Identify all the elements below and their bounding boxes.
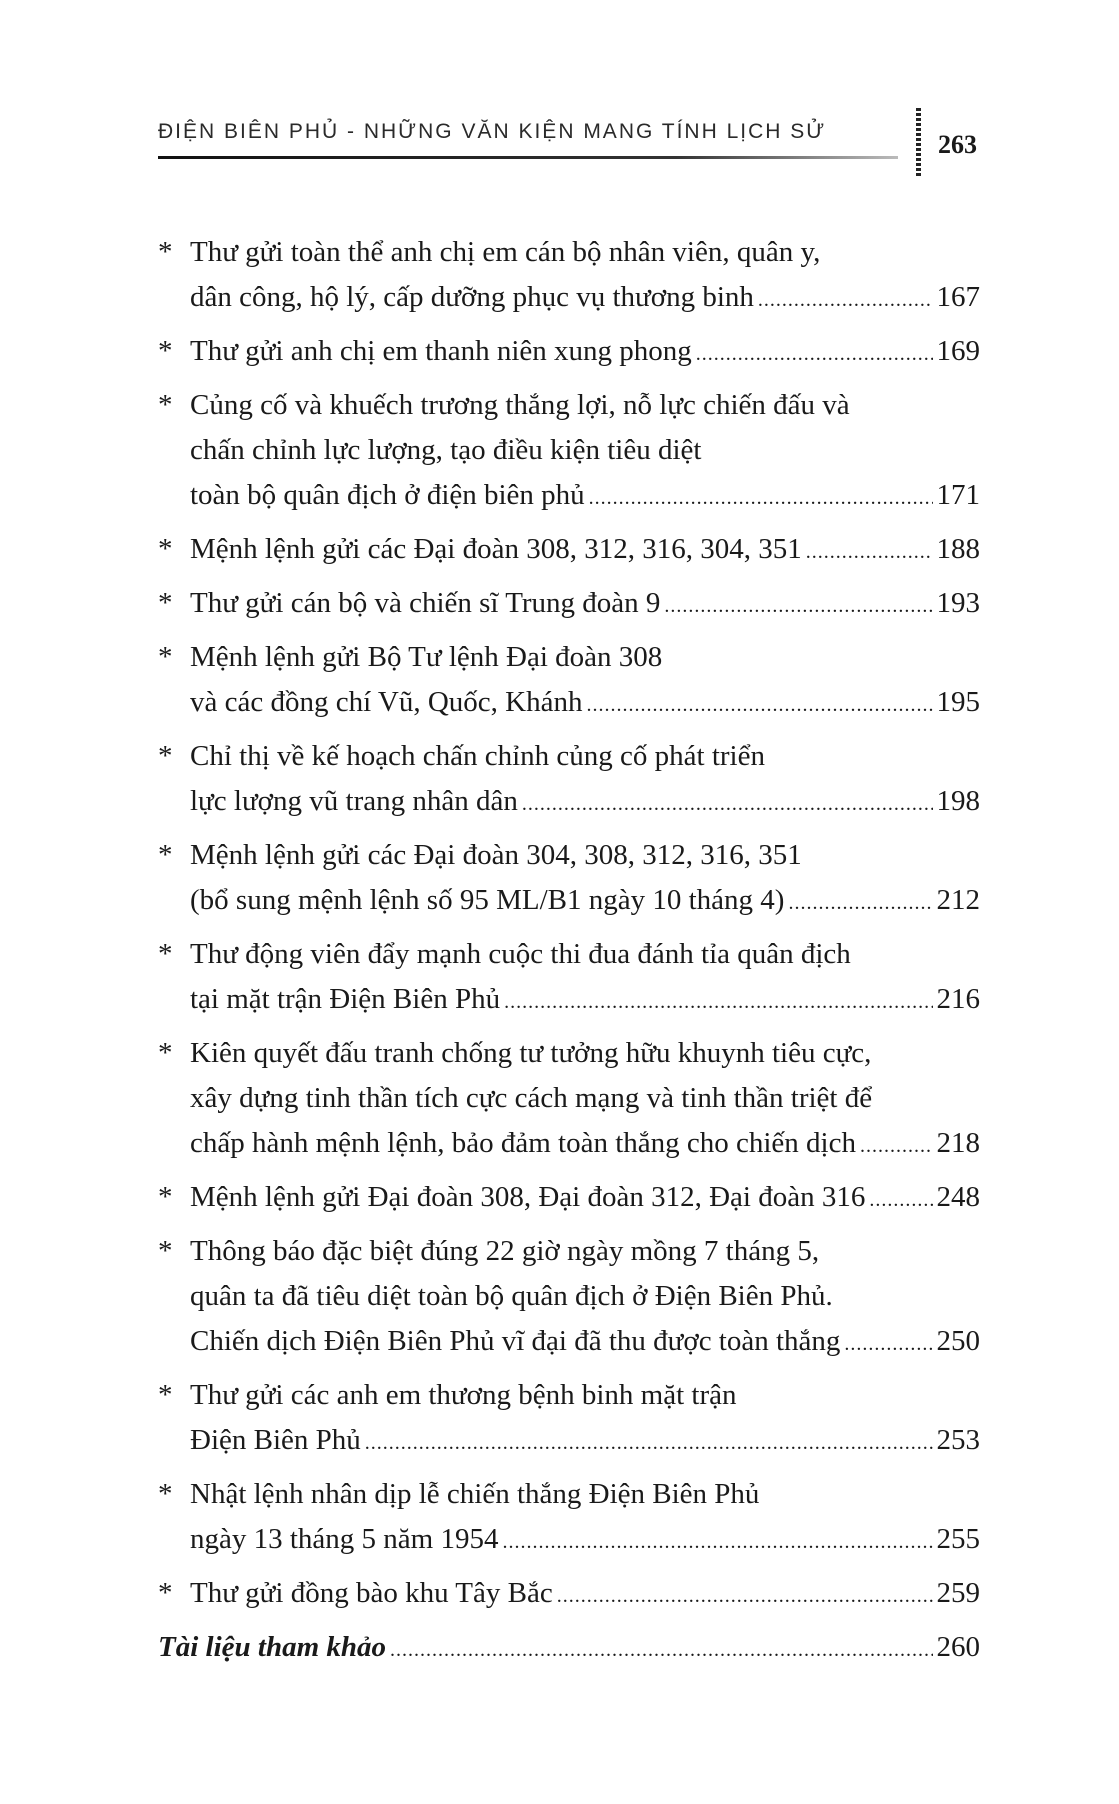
toc-entry[interactable] (158, 1373, 980, 1466)
toc-entry[interactable] (158, 1472, 980, 1565)
toc-entry-text: lực lượng vũ trang nhân dân (190, 785, 518, 817)
toc-entry-text: quân ta đã tiêu diệt toàn bộ quân địch ở Điện Biên Phủ. (190, 1280, 833, 1312)
toc-entry-page: 212 (936, 884, 980, 916)
toc-entry[interactable] (158, 1031, 980, 1169)
toc-entry-text: Mệnh lệnh gửi Bộ Tư lệnh Đại đoàn 308 (190, 641, 663, 673)
toc-entry-text: Củng cố và khuếch trương thắng lợi, nỗ lực chiến đấu và (190, 389, 850, 421)
toc-entry-text: Mệnh lệnh gửi Đại đoàn 308, Đại đoàn 312, Đại đoàn 316 (190, 1181, 866, 1213)
leader-dots (504, 980, 932, 1025)
leader-dots (502, 1520, 932, 1565)
toc-entry-text: Thư động viên đẩy mạnh cuộc thi đua đánh tỉa quân địch (190, 938, 851, 970)
page-number: 263 (938, 130, 977, 159)
leader-dots (557, 1574, 933, 1619)
toc-entry-page: 198 (936, 785, 980, 817)
toc-entry-page: 255 (936, 1523, 980, 1555)
toc-entry-text: Mệnh lệnh gửi các Đại đoàn 308, 312, 316, 304, 351 (190, 533, 802, 565)
bullet-star: * (158, 1379, 173, 1411)
toc-entry-page: 169 (936, 335, 980, 367)
toc-entry-text: toàn bộ quân địch ở điện biên phủ (190, 479, 585, 511)
bullet-star: * (158, 533, 173, 565)
toc-entry-text: chấp hành mệnh lệnh, bảo đảm toàn thắng cho chiến dịch (190, 1127, 856, 1159)
toc-entry-text: Thư gửi các anh em thương bệnh binh mặt trận (190, 1379, 737, 1411)
toc-entry-text: Điện Biên Phủ (190, 1424, 361, 1456)
leader-dots (788, 881, 932, 926)
toc-entry-text: Thư gửi cán bộ và chiến sĩ Trung đoàn 9 (190, 587, 661, 619)
bullet-star: * (158, 1037, 173, 1069)
toc-entry-page: 216 (936, 983, 980, 1015)
leader-dots (869, 1178, 932, 1223)
leader-dots (390, 1628, 932, 1673)
toc-entry-page: 171 (936, 479, 980, 511)
toc-entry-text: Kiên quyết đấu tranh chống tư tưởng hữu khuynh tiêu cực, (190, 1037, 872, 1069)
toc-entry[interactable] (158, 1229, 980, 1367)
bullet-star: * (158, 236, 173, 268)
bullet-star: * (158, 1235, 173, 1267)
toc-entry-text: Thư gửi anh chị em thanh niên xung phong (190, 335, 692, 367)
leader-dots (522, 782, 933, 827)
toc-entry-text: chấn chỉnh lực lượng, tạo điều kiện tiêu diệt (190, 434, 702, 466)
toc-entry-page: 250 (936, 1325, 980, 1357)
bullet-star: * (158, 1577, 173, 1609)
toc-entry-text: Thư gửi toàn thể anh chị em cán bộ nhân viên, quân y, (190, 236, 821, 268)
toc-entry[interactable] (158, 581, 980, 629)
toc-entry-text: Mệnh lệnh gửi các Đại đoàn 304, 308, 312, 316, 351 (190, 839, 802, 871)
toc-entry-text: và các đồng chí Vũ, Quốc, Khánh (190, 686, 583, 718)
toc-entry-bibliography[interactable] (158, 1625, 980, 1673)
toc-entry[interactable] (158, 734, 980, 827)
leader-dots (806, 530, 933, 575)
toc-entry-page: 195 (936, 686, 980, 718)
toc-entry[interactable] (158, 1571, 980, 1619)
toc-entry[interactable] (158, 1175, 980, 1223)
header-rule (158, 156, 898, 159)
leader-dots (365, 1421, 933, 1466)
table-of-contents (158, 230, 980, 1673)
leader-dots (664, 584, 932, 629)
toc-entry-text: Thông báo đặc biệt đúng 22 giờ ngày mồng 7 tháng 5, (190, 1235, 820, 1267)
bullet-star: * (158, 389, 173, 421)
toc-entry-text: xây dựng tinh thần tích cực cách mạng và tinh thần triệt để (190, 1082, 873, 1114)
toc-entry-text: Chỉ thị về kế hoạch chấn chỉnh củng cố phát triển (190, 740, 765, 772)
toc-entry-page: 260 (936, 1631, 980, 1663)
toc-entry-page: 253 (936, 1424, 980, 1456)
bullet-star: * (158, 740, 173, 772)
toc-entry[interactable] (158, 527, 980, 575)
leader-dots (860, 1124, 933, 1169)
toc-entry-page: 188 (936, 533, 980, 565)
bullet-star: * (158, 839, 173, 871)
leader-dots (758, 278, 933, 323)
toc-entry-page: 259 (936, 1577, 980, 1609)
toc-entry[interactable] (158, 833, 980, 926)
toc-entry-text: Nhật lệnh nhân dịp lễ chiến thắng Điện Biên Phủ (190, 1478, 760, 1510)
book-title: ĐIỆN BIÊN PHỦ - NHỮNG VĂN KIỆN MANG TÍNH LỊCH SỬ (158, 120, 827, 143)
bullet-star: * (158, 938, 173, 970)
toc-entry-text: dân công, hộ lý, cấp dưỡng phục vụ thương binh (190, 281, 754, 313)
leader-dots (589, 476, 933, 521)
bullet-star: * (158, 587, 173, 619)
leader-dots (844, 1322, 932, 1367)
toc-entry-text: tại mặt trận Điện Biên Phủ (190, 983, 501, 1015)
toc-entry-page: 248 (936, 1181, 980, 1213)
bullet-star: * (158, 335, 173, 367)
toc-entry-page: 193 (936, 587, 980, 619)
toc-entry[interactable] (158, 383, 980, 521)
toc-entry-text: (bổ sung mệnh lệnh số 95 ML/B1 ngày 10 tháng 4) (190, 884, 785, 916)
toc-entry-page: 218 (936, 1127, 980, 1159)
toc-entry[interactable] (158, 329, 980, 377)
leader-dots (586, 683, 932, 728)
toc-entry-title: Tài liệu tham khảo (158, 1631, 387, 1663)
bullet-star: * (158, 641, 173, 673)
toc-entry-text: ngày 13 tháng 5 năm 1954 (190, 1523, 499, 1555)
toc-entry-text: Chiến dịch Điện Biên Phủ vĩ đại đã thu được toàn thắng (190, 1325, 841, 1357)
header-divider (916, 108, 921, 178)
toc-entry[interactable] (158, 932, 980, 1025)
toc-entry-page: 167 (936, 281, 980, 313)
toc-entry[interactable] (158, 230, 980, 323)
toc-entry-text: Thư gửi đồng bào khu Tây Bắc (190, 1577, 553, 1609)
toc-entry[interactable] (158, 635, 980, 728)
leader-dots (696, 332, 933, 377)
bullet-star: * (158, 1181, 173, 1213)
bullet-star: * (158, 1478, 173, 1510)
